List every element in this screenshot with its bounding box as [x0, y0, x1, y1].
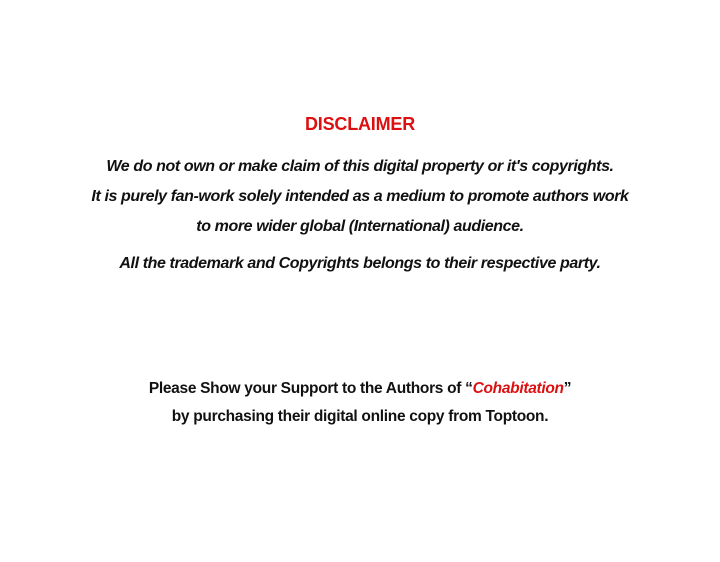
disclaimer-trademark-line: All the trademark and Copyrights belongs to their respective party. — [119, 255, 601, 272]
support-line-1-suffix: ” — [563, 380, 572, 397]
support-message — [0, 375, 720, 431]
disclaimer-line-2: It is purely fan-work solely intended as a medium to promote authors work — [91, 188, 629, 205]
support-line-1 — [0, 375, 720, 403]
disclaimer-line-3: to more wider global (International) audience. — [196, 218, 524, 235]
disclaimer-body — [0, 152, 720, 279]
disclaimer-line-1: We do not own or make claim of this digital property or it's copyrights. — [106, 158, 614, 175]
series-name: Cohabitation — [472, 380, 564, 397]
support-line-1-prefix: Please Show your Support to the Authors of “ — [148, 380, 473, 397]
support-line-2: by purchasing their digital online copy from Toptoon. — [171, 408, 549, 425]
disclaimer-title: DISCLAIMER — [305, 114, 415, 134]
